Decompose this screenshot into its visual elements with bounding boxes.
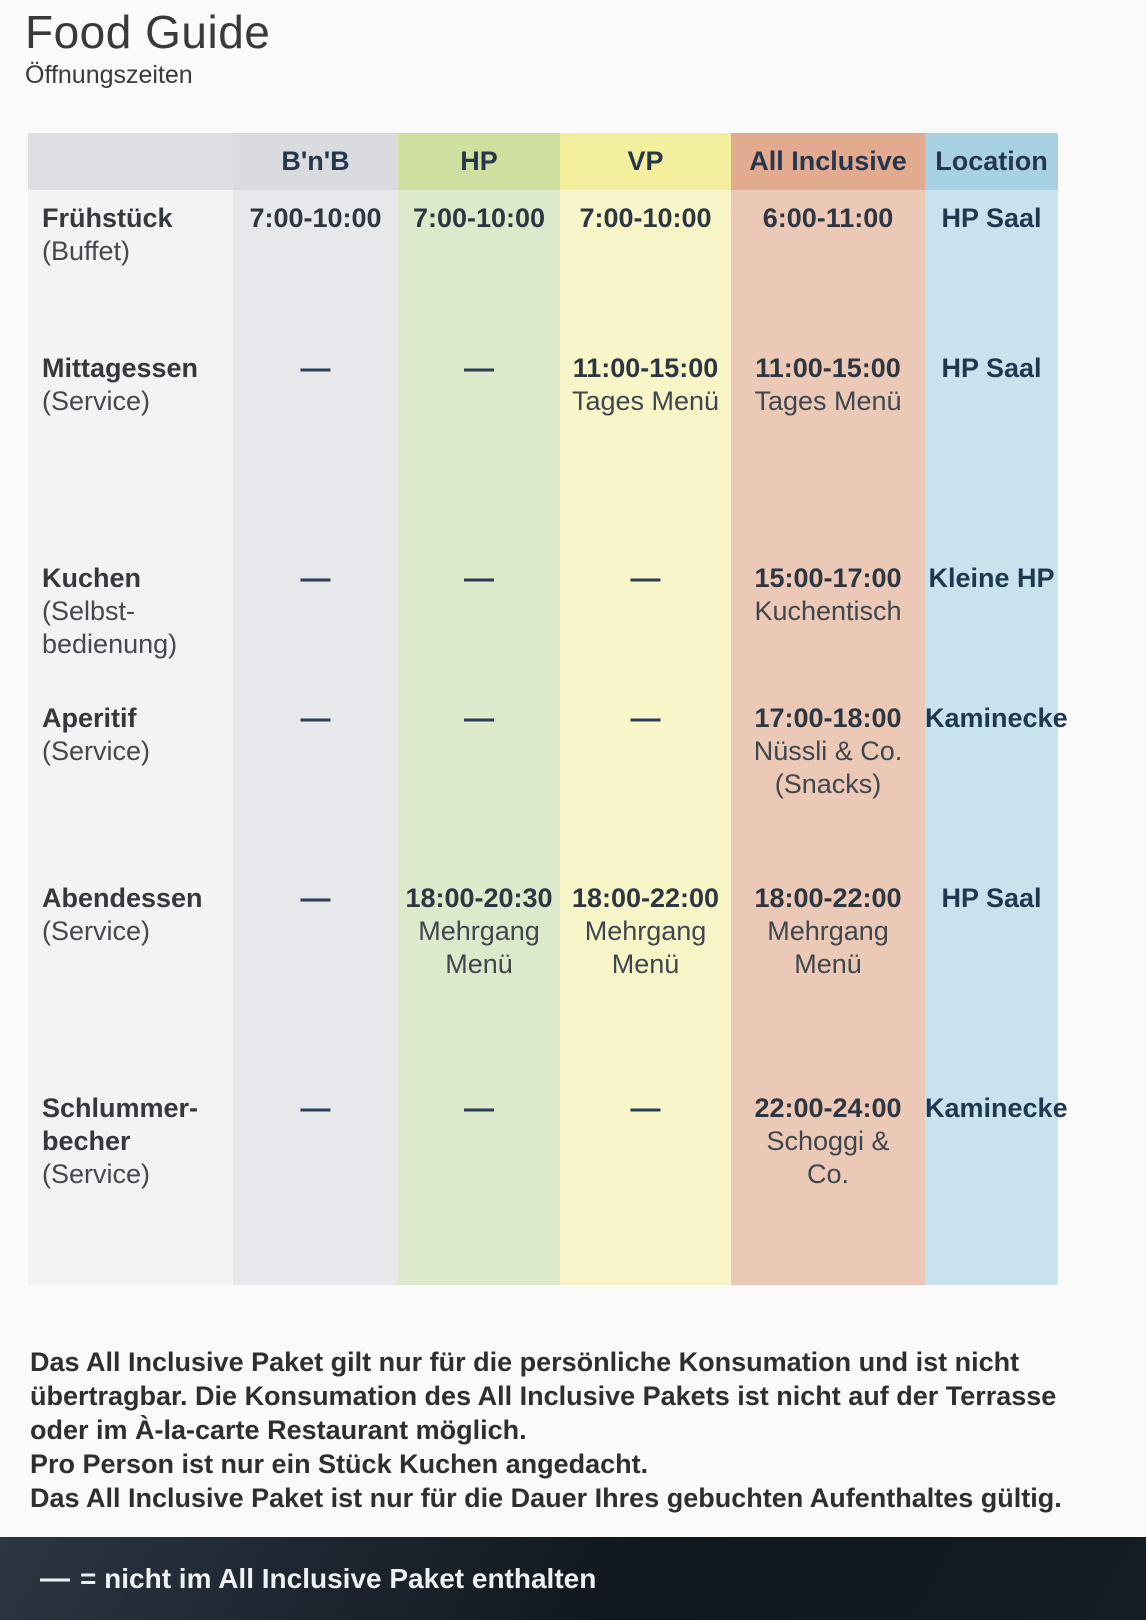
- footnote-line: Pro Person ist nur ein Stück Kuchen angedacht.: [30, 1449, 649, 1479]
- cell-mittagessen-location: [925, 340, 1058, 550]
- time-value: 18:00-22:00: [571, 883, 720, 913]
- location-value: HP Saal: [941, 203, 1042, 233]
- dash-symbol: —: [464, 702, 494, 735]
- meal-detail: bedienung): [42, 629, 178, 659]
- cell-kuchen-bnb: [233, 550, 398, 690]
- cell-abendessen-bnb: [233, 870, 398, 1080]
- menu-label: Menü: [611, 949, 680, 979]
- meal-detail: (Service): [42, 736, 151, 766]
- meal-name: Abendessen: [42, 883, 203, 913]
- cell-abendessen-all-inclusive: [731, 870, 925, 1080]
- cell-schlummerbecher-label: [28, 1080, 233, 1285]
- page-title: Food Guide: [25, 6, 271, 58]
- location-value: Kaminecke: [925, 1093, 1068, 1123]
- meal-detail: (Buffet): [42, 236, 131, 266]
- cell-schlummerbecher-vp: [560, 1080, 731, 1285]
- cell-aperitif-label: [28, 690, 233, 870]
- menu-label: Co.: [806, 1159, 850, 1189]
- menu-label: Kuchentisch: [754, 596, 902, 626]
- dash-symbol: —: [630, 1092, 661, 1125]
- title-block: [25, 6, 270, 90]
- menu-label: Nüssli & Co.: [753, 736, 903, 766]
- cell-kuchen-all-inclusive: [731, 550, 925, 690]
- legend-label: = nicht im All Inclusive Paket enthalten: [80, 1562, 597, 1594]
- footnotes: [30, 1345, 1130, 1515]
- cell-abendessen-location: [925, 870, 1058, 1080]
- meal-name: Frühstück: [42, 203, 173, 233]
- cell-abendessen-hp: [398, 870, 560, 1080]
- meal-detail: (Service): [42, 386, 151, 416]
- meal-name: Aperitif: [42, 703, 137, 733]
- time-value: 7:00-10:00: [412, 203, 546, 233]
- dash-symbol: —: [464, 1092, 494, 1125]
- location-value: HP Saal: [941, 883, 1042, 913]
- meal-name: becher: [42, 1126, 131, 1156]
- header-bnb: B'n'B: [233, 133, 398, 190]
- meal-name: Mittagessen: [42, 353, 199, 383]
- menu-label: Mehrgang: [418, 916, 540, 946]
- dash-symbol: —: [300, 562, 331, 595]
- cell-schlummerbecher-bnb: [233, 1080, 398, 1285]
- menu-label: Mehrgang: [767, 916, 889, 946]
- cell-aperitif-location: [925, 690, 1068, 870]
- dash-symbol: —: [300, 882, 331, 915]
- location-value: Kleine HP: [928, 563, 1055, 593]
- time-value: 6:00-11:00: [762, 203, 894, 233]
- cell-aperitif-bnb: [233, 690, 398, 870]
- dash-symbol: —: [464, 562, 494, 595]
- cell-fruehstueck-location: [925, 190, 1058, 340]
- time-value: 22:00-24:00: [754, 1093, 902, 1123]
- time-value: 15:00-17:00: [754, 563, 902, 593]
- cell-schlummerbecher-all-inclusive: [731, 1080, 925, 1285]
- header-location: Location: [925, 133, 1058, 190]
- cell-mittagessen-all-inclusive: [731, 340, 925, 550]
- cell-aperitif-all-inclusive: [731, 690, 925, 870]
- menu-label: Menü: [794, 949, 862, 979]
- footnote-line: oder im À-la-carte Restaurant möglich.: [30, 1415, 527, 1445]
- footnote-line: Das All Inclusive Paket ist nur für die Dauer Ihres gebuchten Aufenthaltes gültig.: [30, 1483, 1062, 1513]
- dash-symbol: —: [300, 352, 331, 385]
- time-value: 11:00-15:00: [755, 353, 901, 383]
- cell-mittagessen-bnb: [233, 340, 398, 550]
- meal-name: Schlummer-: [42, 1093, 199, 1123]
- opening-hours-table: [28, 133, 1068, 1285]
- cell-kuchen-location: [925, 550, 1058, 690]
- time-value: 17:00-18:00: [754, 703, 902, 733]
- dash-symbol: —: [300, 1092, 331, 1125]
- cell-mittagessen-vp: [560, 340, 731, 550]
- cell-fruehstueck-vp: [560, 190, 731, 340]
- cell-aperitif-hp: [398, 690, 560, 870]
- menu-label: Schoggi &: [766, 1126, 890, 1156]
- menu-label: Tages Menü: [571, 386, 720, 416]
- dash-symbol: —: [630, 562, 661, 595]
- legend-text: [0, 1562, 596, 1596]
- cell-kuchen-hp: [398, 550, 560, 690]
- cell-fruehstueck-label: [28, 190, 233, 340]
- header-all-inclusive: All Inclusive: [731, 133, 925, 190]
- time-value: 18:00-22:00: [754, 883, 902, 913]
- dash-icon: —: [40, 1561, 70, 1595]
- cell-fruehstueck-all-inclusive: [731, 190, 925, 340]
- cell-fruehstueck-hp: [398, 190, 560, 340]
- page-subtitle: Öffnungszeiten: [25, 61, 193, 89]
- cell-abendessen-vp: [560, 870, 731, 1080]
- cell-abendessen-label: [28, 870, 233, 1080]
- header-vp: VP: [560, 133, 731, 190]
- cell-mittagessen-hp: [398, 340, 560, 550]
- menu-label: Tages Menü: [754, 386, 902, 416]
- cell-kuchen-vp: [560, 550, 731, 690]
- cell-fruehstueck-bnb: [233, 190, 398, 340]
- menu-label: Mehrgang: [584, 916, 707, 946]
- menu-label: (Snacks): [774, 769, 882, 799]
- dash-symbol: —: [630, 702, 661, 735]
- cell-aperitif-vp: [560, 690, 731, 870]
- legend-bar: [0, 1537, 1146, 1620]
- location-value: Kaminecke: [925, 703, 1068, 733]
- cell-schlummerbecher-hp: [398, 1080, 560, 1285]
- time-value: 18:00-20:30: [405, 883, 553, 913]
- meal-detail: (Service): [42, 1159, 151, 1189]
- footnote-line: übertragbar. Die Konsumation des All Inclusive Pakets ist nicht auf der Terrasse: [30, 1381, 1057, 1411]
- time-value: 7:00-10:00: [249, 203, 382, 233]
- cell-schlummerbecher-location: [925, 1080, 1068, 1285]
- menu-label: Menü: [445, 949, 513, 979]
- meal-detail: (Selbst-: [42, 596, 136, 626]
- header-hp: HP: [398, 133, 560, 190]
- time-value: 7:00-10:00: [579, 203, 712, 233]
- meal-detail: (Service): [42, 916, 151, 946]
- cell-kuchen-label: [28, 550, 233, 690]
- dash-symbol: —: [300, 702, 331, 735]
- footnote-line: Das All Inclusive Paket gilt nur für die persönliche Konsumation und ist nicht: [30, 1347, 1020, 1377]
- time-value: 11:00-15:00: [572, 353, 719, 383]
- location-value: HP Saal: [941, 353, 1042, 383]
- meal-name: Kuchen: [42, 563, 142, 593]
- cell-mittagessen-label: [28, 340, 233, 550]
- dash-symbol: —: [464, 352, 494, 385]
- header-spacer: [28, 133, 233, 190]
